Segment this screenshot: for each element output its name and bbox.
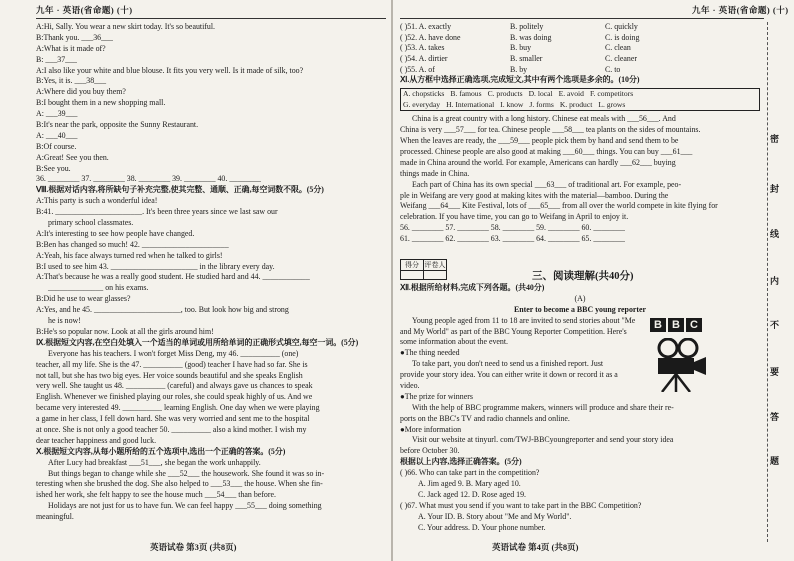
left-text-line: Everyone has his teachers. I won't forget Miss Deng, my 46. __________ (one) [48,348,299,358]
option-row [400,22,760,33]
reading-line: Enter to become a BBC young reporter [513,304,647,314]
word-box-row-1 [403,89,757,100]
left-text-line: A:I also like your white and blue blouse. It fits you very well. Is it made of silk, too? [36,65,304,75]
option-choice: C. clean [605,43,631,53]
passage-line: celebration. If you have time, you can go to Weifang in April to enjoy it. [400,212,629,222]
left-text-line: at once. She is not only a good teacher 50. __________ also a kind mother. I wish my [36,424,307,434]
reading-line: some information about the event. [400,337,509,347]
word-box-option: E. avoid [558,89,584,99]
left-text-line: Ⅸ.根据短文内容,在空白处填入一个适当的单词或用所给单词的正确形式填空,每空一词。(5分) [36,337,359,347]
left-text-line: ______________ on his exams. [48,283,149,293]
seal-line-margin [766,22,786,542]
score-label: 得分 [401,260,424,271]
reading-line: To take part, you don't need to send us a finished report. Just [412,359,604,369]
left-text-line: English. Whenever we finished playing our roles, she could speak highly of us. And we [36,392,313,402]
grader-label: 评卷人 [424,261,446,269]
option-row [400,33,760,44]
left-text-line: A:Great! See you then. [36,152,109,162]
option-choice: ( )55. A. of [400,64,435,74]
page-header-left: 九年 · 英语(省命题) (十) [36,5,133,15]
reading-line: ●The prize for winners [400,391,473,401]
reading-line: ( )66. Who can take part in the competition? [400,468,540,478]
left-text-line: B: ___37___ [36,54,77,64]
left-text-line: B:Did he use to wear glasses? [36,294,131,304]
header-rule-left [36,18,386,19]
left-text-line: A:It's interesting to see how people have changed. [36,228,195,238]
seal-char: 密 [770,134,780,144]
reading-line: A. Your ID. B. Story about "Me and My World". [418,511,572,521]
reading-line: before October 30. [400,446,460,456]
left-text-line: A:This party is such a wonderful idea! [36,196,158,206]
left-text-line: dear teacher happiness and good luck. [36,435,157,445]
left-text-line: very well. She taught us 48. __________ (careful) and always gave us chances to speak [36,381,313,391]
option-row [400,65,760,76]
passage-line: Weifang ___64___ Kite Festival, lots of ___65___ from all over the world compete in kite flying for [400,201,718,211]
word-box-option: H. International [446,99,495,109]
passage-line: When the leaves are ready, the ___59___ people pick them by hand and send them to be [400,136,679,146]
seal-char: 要 [770,367,780,377]
reading-line: Young people aged from 11 to 18 are invited to send stories about "Me [412,315,636,325]
section-3-title: 三、阅读理解(共40分) [532,271,634,282]
passage-line: things made in China. [400,168,470,178]
word-box-option: G. everyday [403,99,441,109]
left-text-line: B:See you. [36,163,71,173]
option-row [400,54,760,65]
option-choice: ( )51. A. exactly [400,22,452,31]
option-choice: C. to [605,64,621,74]
page-3 [0,0,392,561]
reading-line: ●More information [400,424,462,434]
word-box-row-2 [403,100,757,111]
score-cell [401,271,424,280]
left-text-line: teresting when she brushed the dog. She also helped to ___53___ the house. When she fin- [36,479,323,489]
seal-char: 题 [770,456,780,466]
passage-line: 61. ________ 62. ________ 63. ________ 64. ________ 65. ________ [400,234,625,244]
left-text-line: ished her work, she felt happy to see the house much ___54___ than before. [36,490,276,500]
reading-line: C. Your address. D. Your phone number. [418,522,546,532]
passage-line: Each part of China has its own special ___63___ of traditional art. For example, peo- [412,179,682,189]
passage-line: 56. ________ 57. ________ 58. ________ 59. ________ 60. ________ [400,223,625,233]
left-text-line: A:Yes, and he 45. ______________________, too. But look how big and strong [36,305,289,315]
option-choice: B. by [510,64,528,74]
word-box-option: A. chopsticks [403,89,445,99]
left-text-line: B:I bought them in a new shopping mall. [36,98,166,108]
header-rule-right [400,18,764,19]
option-choice: B. politely [510,22,544,31]
reading-line: 根据以上内容,选择正确答案。(5分) [400,457,522,467]
left-text-line: A: ___39___ [36,109,78,119]
left-text-line: A: ___40___ [36,130,78,140]
bbc-logo-letter: C [686,318,702,332]
seal-dashed-line [767,22,768,542]
left-text-line: A:What is it made of? [36,43,106,53]
section-11-title: Ⅺ.从方框中选择正确选项,完成短文,其中有两个选项是多余的。(10分) [400,75,640,85]
reading-line: video. [400,381,420,391]
reading-line: C. Jack aged 12. D. Rose aged 19. [418,489,527,499]
reading-line: Visit our website at tinyurl. com/TWJ-BBCyoungreporter and send your story idea [412,435,674,445]
page-footer-left: 英语试卷 第3页 (共8页) [150,542,237,552]
left-text-line: A:Yeah, his face always turned red when he talked to girls! [36,250,223,260]
reading-line: ports on the BBC's TV and radio channels and online. [400,413,570,423]
page-footer-right: 英语试卷 第4页 (共8页) [492,542,579,552]
left-text-line: Ⅹ.根据短文内容,从每小题所给的五个选项中,选出一个正确的答案。(5分) [36,446,286,456]
word-box-option: F. competitors [589,89,634,99]
left-text-line: But things began to change while she ___52___ the housework. She found it was so in- [48,468,325,478]
left-text-line: After Lucy had breakfast ___51___, she began the work unhappily. [48,457,261,467]
left-column-text [36,22,386,523]
bbc-logo-letter: B [668,318,684,332]
option-choice: B. smaller [510,54,543,64]
word-box-option: D. local [528,89,553,99]
word-box-option: K. product [559,99,593,109]
seal-char: 内 [770,276,780,286]
word-box-option: C. products [487,89,523,99]
left-text-line: meaningful. [36,512,74,522]
reading-line: and My World" as part of the BBC Young Reporter Competition. Here's [400,326,627,336]
page-header-right: 九年 · 英语(省命题) (十) [692,5,789,15]
left-text-line: A:That's because he was a really good student. He studied hard and 44. ____________ [36,272,310,282]
left-text-line: became very interested 49. __________ learning English. One day when we were playing [36,403,320,413]
word-box-option: I. know [500,99,524,109]
passage-line: ple in Weifang are very good at making kites with the material—bamboo. During the [400,190,669,200]
left-text-line: primary school classmates. [48,218,134,228]
option-choice: ( )53. A. takes [400,43,445,53]
option-choice: C. quickly [605,22,638,31]
options-51-55 [400,22,760,75]
word-box-option: B. famous [450,89,482,99]
reading-line: ●The thing needed [400,348,460,358]
seal-char: 不 [770,320,780,330]
left-text-line: a game in her class, I fell down hard. She was very worried and sent me to the hospital [36,414,310,424]
reading-line: With the help of BBC programme makers, winners will produce and share their re- [412,402,674,412]
reading-line: provide your story idea. You can either write it down or record it as a [400,370,618,380]
right-column-top [400,22,760,245]
left-text-line: B:He's so popular now. Look at all the girls around him! [36,326,214,336]
word-box-option: J. forms [529,99,554,109]
left-text-line: B:Yes, it is. ___38___ [36,76,107,86]
option-choice: C. cleaner [605,54,637,64]
word-box-option: L. grows [598,99,626,109]
reading-line: A. Jim aged 9. B. Mary aged 10. [418,479,521,489]
option-choice: B. was doing [510,32,552,42]
left-text-line: not tall, but she has two big eyes. Her voice sounds beautiful and she speaks English [36,370,303,380]
left-text-line: B:I used to see him 43. ______________________ in the library every day. [36,261,275,271]
reading-line: ( )67. What must you send if you want to take part in the BBC Competition? [400,500,642,510]
option-choice: B. buy [510,43,532,53]
passage-line: made in China around the world. For example, Americans can hardly ___62___ buying [400,157,676,167]
option-choice: C. is doing [605,32,640,42]
left-text-line: B:Thank you. ___36___ [36,32,113,42]
seal-char: 线 [770,229,780,239]
film-camera-icon [650,338,714,392]
left-text-line: B:It's near the park, opposite the Sunny Restaurant. [36,120,199,130]
passage-line: processed. Chinese people are also good at making ___60___ things. You can buy ___61___ [400,147,693,156]
reading-section [400,283,760,533]
passage-line: China is very ___57___ for tea. Chinese people ___58___ tea plants on the sides of mountains. [400,125,701,135]
seal-char: 封 [770,184,780,194]
score-table [400,259,447,280]
left-text-line: Ⅷ.根据对话内容,将所缺句子补充完整,使其完整、通顺、正确,每空词数不限。(5分) [36,185,324,195]
reading-line: Ⅻ.根据所给材料,完成下列各题。(共40分) [400,283,545,292]
reading-line: (A) [574,293,586,303]
left-text-line: B:41. ______________________. It's been three years since we last saw our [36,207,278,217]
left-text-line: B:Of course. [36,141,77,151]
grader-cell [424,271,447,280]
left-text-line: he is now! [48,316,81,326]
left-text-line: Holidays are not just for us to have fun. We can feel happy ___55___ doing something [48,501,322,511]
option-choice: ( )54. A. dirtier [400,54,448,64]
left-text-line: teacher, all my life. She is the 47. __________ (good) teacher I have had so far. She is [36,359,308,369]
word-box [400,88,760,111]
bbc-logo-letter: B [650,318,666,332]
page-4 [392,0,794,561]
left-text-line: A:Where did you buy them? [36,87,126,97]
option-row [400,43,760,54]
bbc-logo [650,318,702,332]
left-text-line: A:Hi, Sally. You wear a new skirt today. It's so beautiful. [36,22,216,31]
seal-char: 答 [770,412,780,422]
left-text-line: B:Ben has changed so much! 42. ______________________ [36,239,229,249]
left-text-line: 36. ________ 37. ________ 38. ________ 39. ________ 40. ________ [36,174,261,184]
passage-line: China is a great country with a long history. Chinese eat meals with ___56___. And [412,114,676,124]
option-choice: ( )52. A. have done [400,32,461,42]
passage-56-65 [400,114,760,245]
